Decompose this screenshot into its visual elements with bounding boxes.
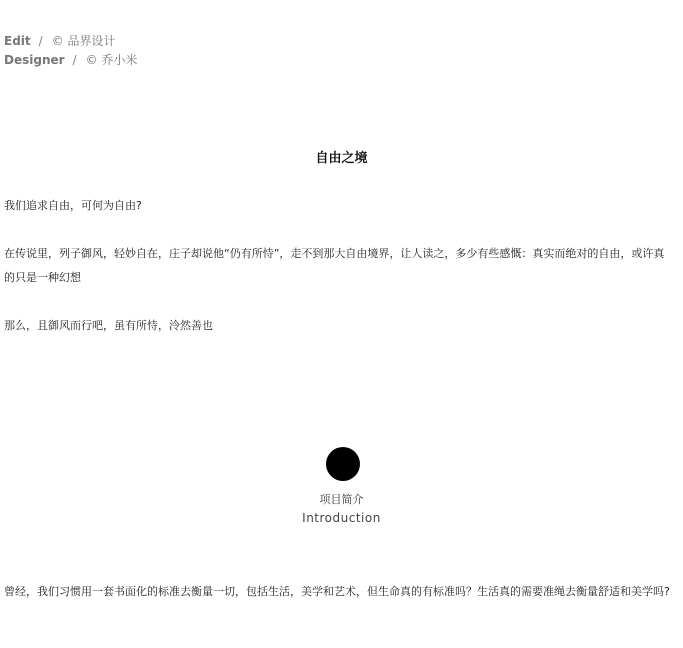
credit-label: Edit <box>4 34 31 48</box>
credit-edit <box>4 32 137 51</box>
credit-separator: / <box>72 53 77 67</box>
section-title-en: Introduction <box>302 511 381 525</box>
credit-value: © 乔小米 <box>85 53 138 67</box>
credits-block <box>4 32 137 70</box>
article-paragraph: 在传说里，列子御风，轻妙自在，庄子却说他“仍有所恃”，走不到那大自由境界，让人读之，多少有些感慨：真实而绝对的自由，或许真的只是一种幻想 <box>4 247 665 284</box>
section-dot-icon <box>326 447 360 481</box>
credit-separator: / <box>38 34 43 48</box>
credit-value: © 品界设计 <box>51 34 116 48</box>
article-paragraph: 我们追求自由，可何为自由? <box>4 199 142 212</box>
article-title: 自由之境 <box>315 151 368 166</box>
credit-designer <box>4 51 137 70</box>
intro-paragraph: 曾经，我们习惯用一套书面化的标准去衡量一切，包括生活，美学和艺术，但生命真的有标准吗？生活真的需要准绳去衡量舒适和美学吗? <box>4 585 670 598</box>
credit-label: Designer <box>4 53 65 67</box>
article-paragraph: 那么，且御风而行吧，虽有所恃，泠然善也 <box>4 319 213 332</box>
section-title-cn: 项目简介 <box>319 493 364 506</box>
